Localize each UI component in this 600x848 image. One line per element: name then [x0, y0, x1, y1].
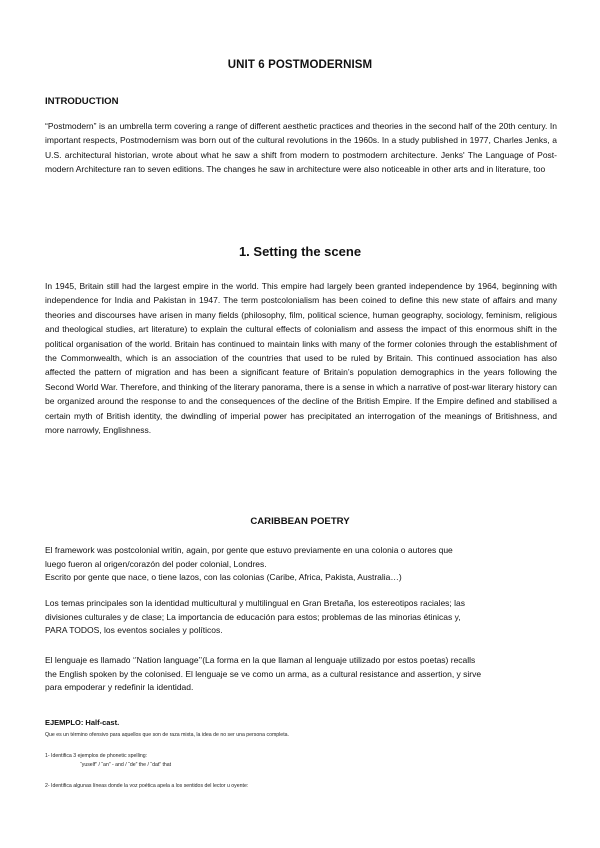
- example-heading: EJEMPLO: Half-cast.: [45, 718, 120, 727]
- example-intro: Que es un término ofensivo para aquellos que son de raza mixta, la idea de no ser una persona completa.: [45, 732, 289, 738]
- text-line: El lenguaje es llamado ‘’Nation language’’(La forma en la que llaman al lenguaje utilizado por estos poetas) recalls: [45, 655, 476, 665]
- text-line: para empoderar y redefinir la identidad.: [45, 682, 194, 693]
- question-2: 2- Identifica algunas líneas donde la voz poética apela a los sentidos del lector u oyente:: [45, 783, 249, 789]
- introduction-heading: INTRODUCTION: [45, 96, 119, 107]
- page-title: UNIT 6 POSTMODERNISM: [227, 59, 373, 71]
- introduction-paragraph: “Postmodern” is an umbrella term covering a range of different aesthetic practices and theories in the second half of the 20th century. In important respects, Postmodernism was born out of the cultural revolutions in the 1960s. In a study published in 1977, Charles Jenks, a U.S. architectural historian, wrote about what he saw a shift from modern to postmodern architecture. Jenks' The Language of Post-modern Architecture ran to seven editions. The changes he saw in architecture were also noticeable in other arts and in literature, too: [45, 121, 557, 175]
- text-line: El framework was postcolonial writin, again, por gente que estuvo previamente en una colonia o autores que: [45, 545, 453, 555]
- text-line: Escrito por gente que nace, o tiene lazos, con las colonias (Caribe, Africa, Pakista, Australia…): [45, 572, 402, 583]
- caribbean-paragraph-3: [45, 654, 565, 695]
- text-line: PARA TODOS, los eventos sociales y políticos.: [45, 625, 223, 636]
- question-1-answer: “yuself” / “an” - and / “de” the / “dat” that: [80, 762, 172, 768]
- text-line: divisiones culturales y de clase; La importancia de educación para estos; problemas de las minorias étinicas y,: [45, 611, 461, 622]
- caribbean-poetry-heading: CARIBBEAN POETRY: [250, 516, 350, 527]
- caribbean-paragraph-1: [45, 544, 565, 585]
- text-line: the English spoken by the colonised. El lenguaje se ve como un arma, as a cultural resistance and assertion, y sirve: [45, 668, 482, 679]
- question-1: 1- Identifica 3 ejemplos de phonetic spelling:: [45, 753, 148, 759]
- setting-the-scene-paragraph: In 1945, Britain still had the largest empire in the world. This empire had largely been granted independence by 1964, beginning with independence for India and Pakistan in 1947. The term postcolonialism has been coined to define this new state of affairs and many theories and discourses have arisen in many fields (philosophy, film, political science, human geography, sociology, feminism, religious and theological studies, art literature) to explain the cultural effects of colonialism and assess the impact of this enormous shift in the political organisation of the world. Britain has continued to maintain links with many of the former colonies through the establishment of the Commonwealth, which is an association of the countries that used to be ruled by Britain. This continued association has also affected the pattern of migration and has been a significant feature of Britain’s population demographics in the years following the Second World War. Therefore, and thinking of the literary panorama, there is a sense in which a narrative of post-war literary history can be organized around the response to and the consequences of the decline of the British Empire. If the Empire defined and stabilised a certain myth of British identity, the dwindling of imperial power has precipitated an interrogation of the meanings of Britishness, and more narrowly, Englishness.: [45, 281, 557, 436]
- caribbean-paragraph-2: [45, 597, 565, 638]
- section-heading-setting-the-scene: 1. Setting the scene: [238, 244, 362, 259]
- text-line: Los temas principales son la identidad multicultural y multilingual en Gran Bretaña, los estereotipos raciales; las: [45, 598, 466, 608]
- text-line: luego fueron al origen/corazón del poder colonial, Londres.: [45, 558, 267, 569]
